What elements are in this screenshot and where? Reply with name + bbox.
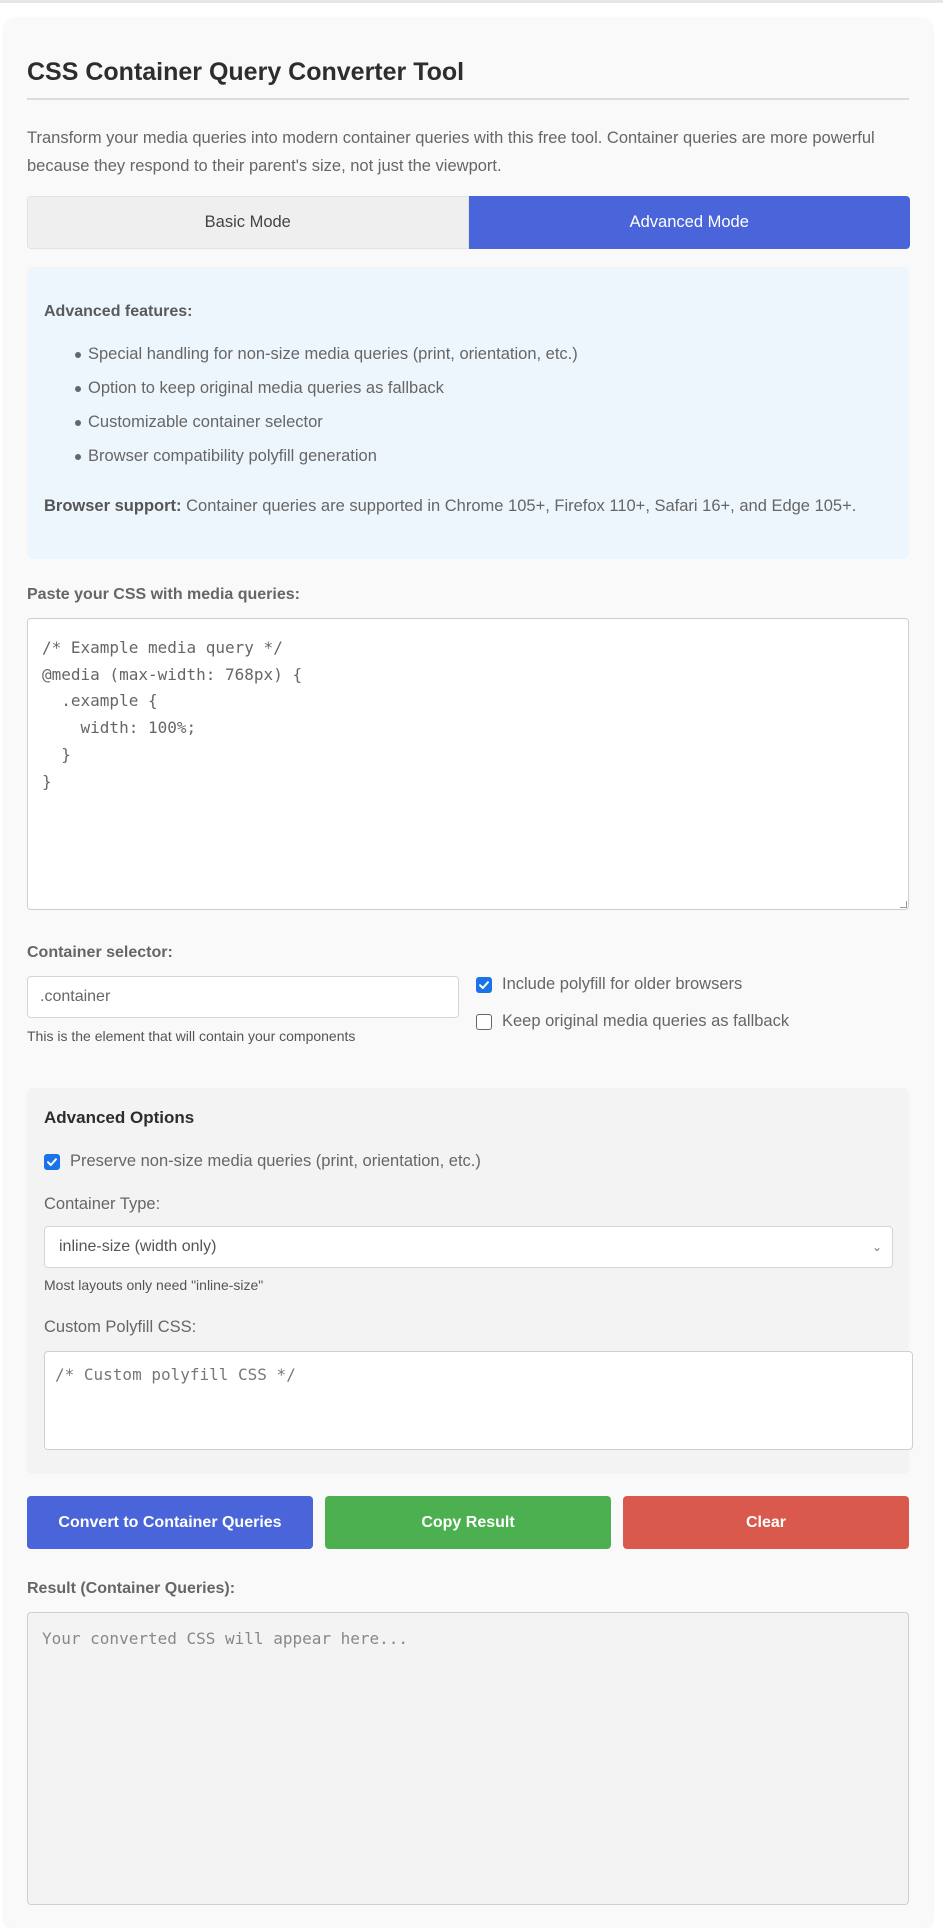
tab-basic-mode[interactable]: Basic Mode: [27, 196, 469, 249]
tab-advanced-mode[interactable]: Advanced Mode: [469, 196, 911, 249]
result-label: Result (Container Queries):: [27, 1580, 236, 1597]
features-heading: Advanced features:: [44, 303, 193, 320]
container-selector-input[interactable]: .container: [27, 976, 459, 1018]
advanced-options-panel: [27, 1088, 909, 1474]
chevron-down-icon: ⌄: [871, 1240, 882, 1254]
container-selector-label: Container selector:: [27, 944, 173, 961]
advanced-options-title: Advanced Options: [44, 1108, 195, 1127]
css-input-textarea[interactable]: /* Example media query */ @media (max-width: 768px) { .example { width: 100%; } }: [27, 618, 909, 910]
advanced-features-panel: [27, 267, 909, 559]
container-type-label: Container Type:: [44, 1195, 161, 1213]
features-list: [44, 337, 578, 473]
intro-text: Transform your media queries into modern container queries with this free tool. Container queries are more powerful because they respond to their parent's size, not just the viewport.: [27, 129, 875, 175]
container-type-value: inline-size (width only): [59, 1238, 217, 1255]
checkmark-icon: [46, 1156, 58, 1168]
resize-handle[interactable]: [900, 901, 907, 908]
preserve-label: Preserve non-size media queries (print, orientation, etc.): [70, 1152, 481, 1170]
container-selector-hint: This is the element that will contain your components: [27, 1028, 356, 1044]
list-item: Browser compatibility polyfill generation: [88, 439, 578, 473]
copy-result-button[interactable]: Copy Result: [325, 1496, 611, 1549]
title-divider: [27, 98, 909, 100]
polyfill-option[interactable]: [476, 975, 742, 994]
browser-support-note: [44, 497, 856, 516]
preserve-checkbox[interactable]: [44, 1154, 60, 1170]
custom-polyfill-textarea[interactable]: /* Custom polyfill CSS */: [44, 1351, 913, 1450]
checkmark-icon: [478, 979, 490, 991]
list-item: Special handling for non-size media queries (print, orientation, etc.): [88, 337, 578, 371]
css-input-label: Paste your CSS with media queries:: [27, 586, 300, 603]
result-textarea[interactable]: Your converted CSS will appear here...: [27, 1612, 909, 1905]
browser-support-text: Container queries are supported in Chrome 105+, Firefox 110+, Safari 16+, and Edge 105+.: [186, 497, 857, 515]
list-item: Customizable container selector: [88, 405, 578, 439]
convert-button[interactable]: Convert to Container Queries: [27, 1496, 313, 1549]
clear-button[interactable]: Clear: [623, 1496, 909, 1549]
container-type-select[interactable]: [44, 1226, 893, 1268]
fallback-label: Keep original media queries as fallback: [502, 1012, 790, 1030]
polyfill-checkbox[interactable]: [476, 977, 492, 993]
browser-support-label: Browser support:: [44, 497, 182, 515]
custom-polyfill-label: Custom Polyfill CSS:: [44, 1318, 197, 1336]
polyfill-label: Include polyfill for older browsers: [502, 975, 743, 993]
list-item: Option to keep original media queries as fallback: [88, 371, 578, 405]
top-border: [0, 0, 943, 3]
mode-tabs: [27, 196, 910, 249]
fallback-option[interactable]: [476, 1012, 789, 1031]
preserve-option[interactable]: [44, 1152, 481, 1171]
page-title: CSS Container Query Converter Tool: [27, 58, 465, 86]
fallback-checkbox[interactable]: [476, 1014, 492, 1030]
container-type-hint: Most layouts only need "inline-size": [44, 1277, 264, 1293]
